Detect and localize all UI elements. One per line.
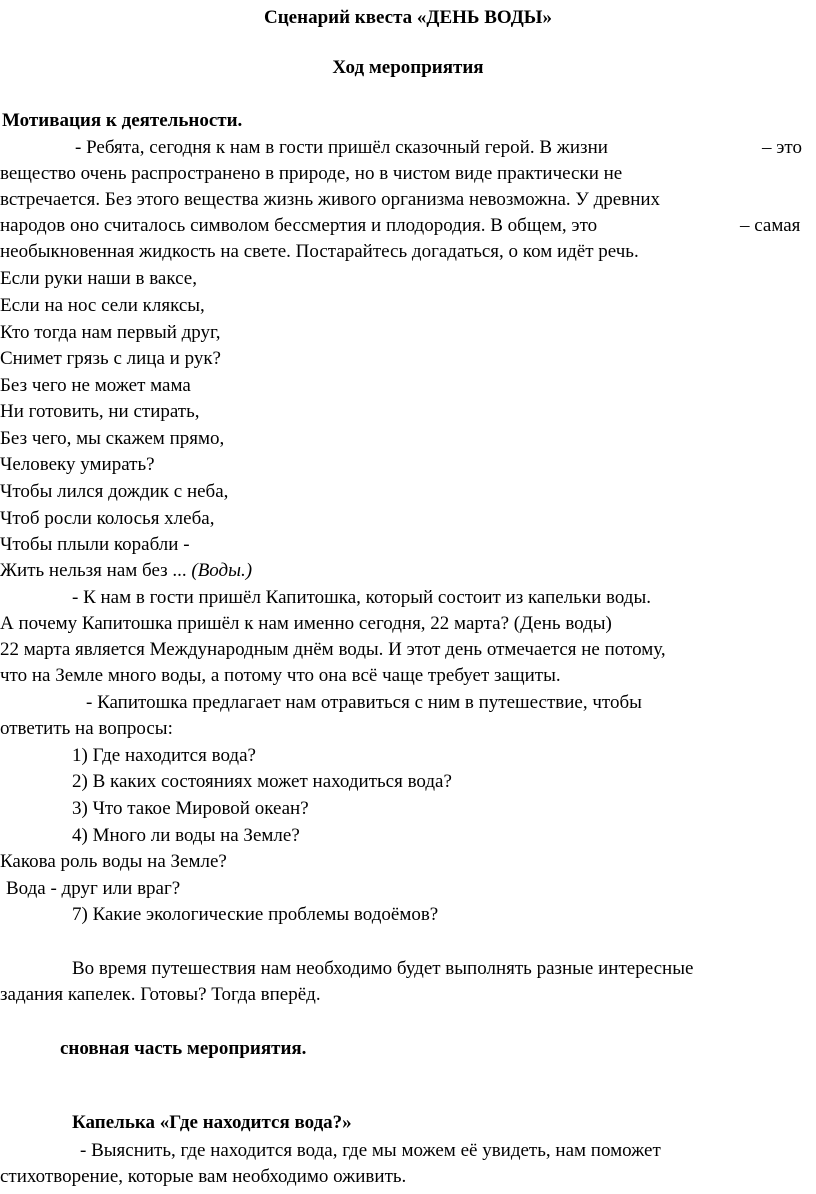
question-item: 3) Что такое Мировой океан? bbox=[72, 798, 309, 819]
poem-line: Чтобы лился дождик с неба, bbox=[0, 481, 229, 502]
drop-heading: Капелька «Где находится вода?» bbox=[72, 1112, 352, 1133]
paragraph-line: Во время путешествия нам необходимо будет выполнять разные интересные bbox=[72, 958, 694, 979]
poem-line: Если руки наши в ваксе, bbox=[0, 268, 197, 289]
poem-answer: (Воды.) bbox=[191, 560, 253, 581]
question-item: 7) Какие экологические проблемы водоёмов? bbox=[72, 904, 439, 925]
paragraph-line: встречается. Без этого вещества жизнь живого организма невозможна. У древних bbox=[0, 189, 661, 210]
paragraph-line: – самая bbox=[740, 215, 801, 236]
question-item: 4) Много ли воды на Земле? bbox=[72, 825, 300, 846]
paragraph-line: 22 марта является Международным днём воды. И этот день отмечается не потому, bbox=[0, 639, 666, 660]
poem-line: Ни готовить, ни стирать, bbox=[0, 401, 200, 422]
poem-line: Кто тогда нам первый друг, bbox=[0, 322, 221, 343]
paragraph-line: А почему Капитошка пришёл к нам именно сегодня, 22 марта? (День воды) bbox=[0, 613, 612, 634]
poem-line: Без чего не может мама bbox=[0, 375, 191, 396]
main-part-heading: сновная часть мероприятия. bbox=[60, 1038, 307, 1059]
poem-last-line bbox=[0, 558, 252, 584]
paragraph-line: стихотворение, которые вам необходимо оживить. bbox=[0, 1166, 407, 1187]
paragraph-line: - Капитошка предлагает нам отравиться с ним в путешествие, чтобы bbox=[86, 692, 642, 713]
poem-line: Снимет грязь с лица и рук? bbox=[0, 348, 221, 369]
poem-line: Если на нос сели кляксы, bbox=[0, 295, 205, 316]
document-subtitle: Ход мероприятия bbox=[332, 57, 484, 78]
paragraph-line: вещество очень распространено в природе, но в чистом виде практически не bbox=[0, 163, 623, 184]
paragraph-line: – это bbox=[762, 137, 802, 158]
question-item: 2) В каких состояниях может находиться вода? bbox=[72, 771, 452, 792]
paragraph-line: - Ребята, сегодня к нам в гости пришёл сказочный герой. В жизни bbox=[75, 137, 608, 158]
paragraph-line: - К нам в гости пришёл Капитошка, который состоит из капельки воды. bbox=[72, 587, 651, 608]
document-title: Сценарий квеста «ДЕНЬ ВОДЫ» bbox=[264, 7, 552, 28]
poem-line: Чтобы плыли корабли - bbox=[0, 534, 190, 555]
poem-line: Человеку умирать? bbox=[0, 454, 155, 475]
paragraph-line: задания капелек. Готовы? Тогда вперёд. bbox=[0, 984, 321, 1005]
paragraph-line: ответить на вопросы: bbox=[0, 718, 173, 739]
poem-line: Без чего, мы скажем прямо, bbox=[0, 428, 225, 449]
poem-last-text: Жить нельзя нам без ... bbox=[0, 560, 187, 581]
question-item: Вода - друг или враг? bbox=[6, 878, 181, 899]
poem-line: Чтоб росли колосья хлеба, bbox=[0, 508, 215, 529]
question-item: 1) Где находится вода? bbox=[72, 745, 256, 766]
paragraph-line: - Выяснить, где находится вода, где мы можем её увидеть, нам поможет bbox=[80, 1140, 661, 1161]
paragraph-line: народов оно считалось символом бессмертия и плодородия. В общем, это bbox=[0, 215, 598, 236]
paragraph-line: необыкновенная жидкость на свете. Постарайтесь догадаться, о ком идёт речь. bbox=[0, 241, 639, 262]
question-item: Какова роль воды на Земле? bbox=[0, 851, 227, 872]
paragraph-line: что на Земле много воды, а потому что она всё чаще требует защиты. bbox=[0, 665, 561, 686]
motivation-heading: Мотивация к деятельности. bbox=[2, 110, 243, 131]
